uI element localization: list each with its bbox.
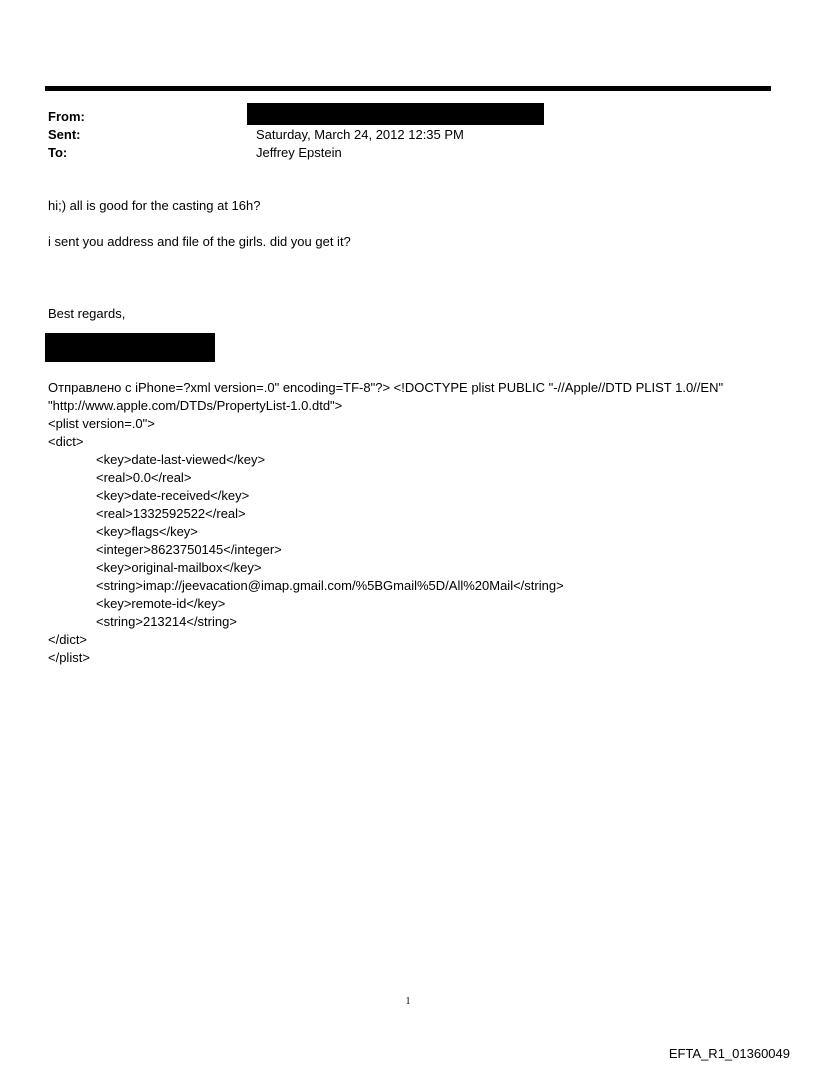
redacted-sender xyxy=(247,103,544,125)
plist-line: <dict> xyxy=(48,434,84,449)
plist-line: <key>date-last-viewed</key> xyxy=(96,452,266,467)
to-label: To: xyxy=(48,145,68,160)
plist-block xyxy=(48,379,788,667)
plist-line: </plist> xyxy=(48,650,90,665)
plist-line: "http://www.apple.com/DTDs/PropertyList-1.0.dtd"> xyxy=(48,398,343,413)
message-line-2: i sent you address and file of the girls. did you get it? xyxy=(48,234,351,249)
from-label: From: xyxy=(48,109,85,124)
plist-line: <integer>8623750145</integer> xyxy=(96,542,282,557)
sent-value: Saturday, March 24, 2012 12:35 PM xyxy=(256,127,464,142)
plist-line: <plist version=.0"> xyxy=(48,416,155,431)
plist-line: <key>original-mailbox</key> xyxy=(96,560,262,575)
page-number: 1 xyxy=(405,996,411,1007)
plist-line: <key>remote-id</key> xyxy=(96,596,226,611)
plist-line: <string>imap://jeevacation@imap.gmail.com/%5BGmail%5D/All%20Mail</string> xyxy=(96,578,564,593)
plist-line: <key>flags</key> xyxy=(96,524,198,539)
message-line-1: hi;) all is good for the casting at 16h? xyxy=(48,198,261,213)
redacted-signature xyxy=(45,333,215,362)
to-value: Jeffrey Epstein xyxy=(256,145,342,160)
header-rule xyxy=(45,86,771,91)
sent-label: Sent: xyxy=(48,127,81,142)
plist-line: <key>date-received</key> xyxy=(96,488,250,503)
plist-line: <real>1332592522</real> xyxy=(96,506,246,521)
plist-line: <real>0.0</real> xyxy=(96,470,192,485)
plist-line: Отправлено с iPhone=?xml version=.0" encoding=TF-8"?> <!DOCTYPE plist PUBLIC "-//Apple//DTD PLIST 1.0//EN" xyxy=(48,380,724,395)
plist-line: </dict> xyxy=(48,632,88,647)
closing-line: Best regards, xyxy=(48,306,126,321)
document-id: EFTA_R1_01360049 xyxy=(668,1046,790,1061)
plist-line: <string>213214</string> xyxy=(96,614,237,629)
